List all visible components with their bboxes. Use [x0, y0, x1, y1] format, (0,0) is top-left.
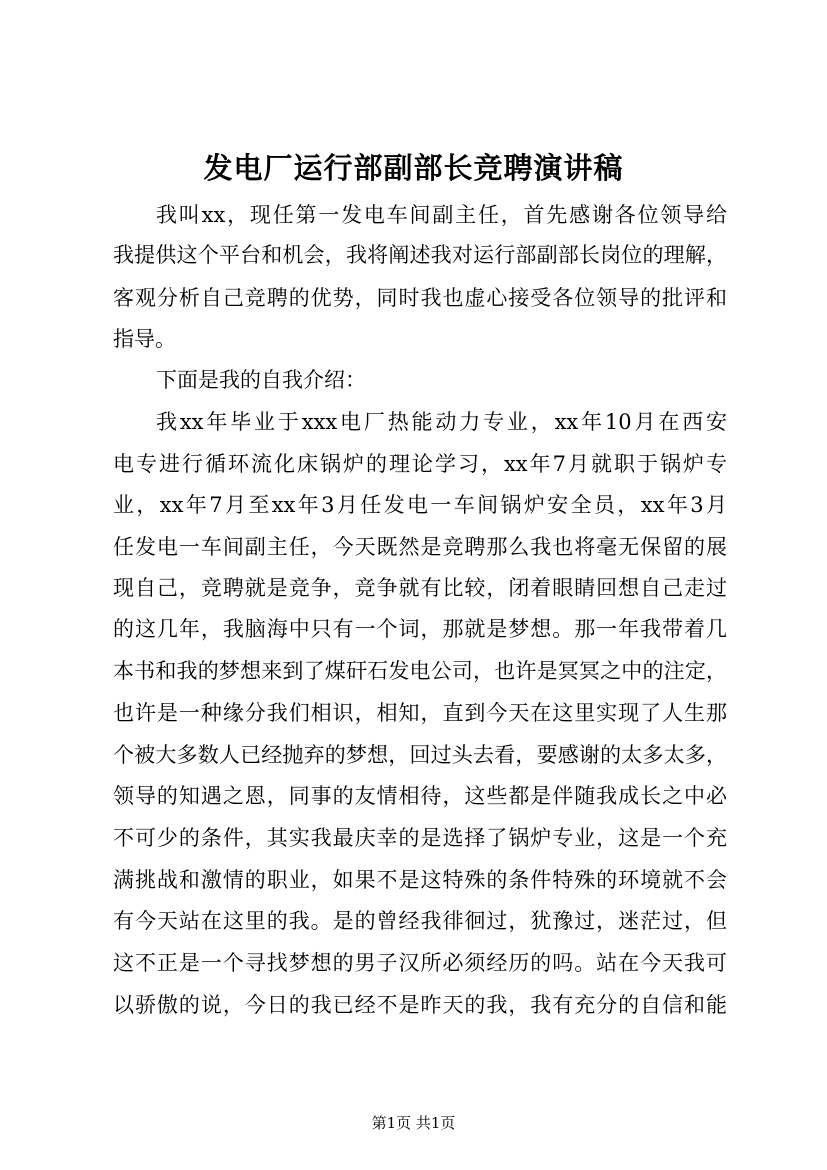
paragraph-line: 本书和我的梦想来到了煤矸石发电公司，也许是冥冥之中的注定， — [113, 659, 727, 683]
paragraph-line: 满挑战和激情的职业，如果不是这特殊的条件特殊的环境就不会 — [113, 868, 727, 892]
paragraph-line: 指导。 — [113, 327, 176, 351]
paragraph-line: 也许是一种缘分我们相识，相知，直到今天在这里实现了人生那 — [113, 701, 727, 725]
paragraph-line: 我叫xx，现任第一发电车间副主任，首先感谢各位领导给 — [156, 203, 727, 227]
paragraph-line: 领导的知遇之恩，同事的友情相待，这些都是伴随我成长之中必 — [113, 784, 727, 808]
paragraph-line: 现自己，竞聘就是竞争，竞争就有比较，闭着眼睛回想自己走过 — [113, 576, 727, 600]
paragraph-line: 这不正是一个寻找梦想的男子汉所必须经历的吗。站在今天我可 — [113, 951, 727, 975]
paragraph-line: 客观分析自己竞聘的优势，同时我也虚心接受各位领导的批评和 — [113, 286, 727, 310]
paragraph-line: 我提供这个平台和机会，我将阐述我对运行部副部长岗位的理解， — [113, 243, 727, 267]
paragraph-line: 我xx年毕业于xxx电厂热能动力专业，xx年10月在西安 — [156, 410, 727, 434]
paragraph-line: 个被大多数人已经抛弃的梦想，回过头去看，要感谢的太多太多， — [113, 743, 727, 767]
paragraph-line: 任发电一车间副主任，今天既然是竞聘那么我也将毫无保留的展 — [113, 535, 727, 559]
document-title: 发电厂运行部副部长竞聘演讲稿 — [203, 151, 624, 185]
paragraph-line: 的这几年，我脑海中只有一个词，那就是梦想。那一年我带着几 — [113, 617, 727, 641]
paragraph-line: 不可少的条件，其实我最庆幸的是选择了锅炉专业，这是一个充 — [113, 826, 727, 850]
page-number-footer: 第1页 共1页 — [371, 1114, 456, 1132]
paragraph-line: 下面是我的自我介绍： — [156, 368, 366, 392]
paragraph-line: 电专进行循环流化床锅炉的理论学习，xx年7月就职于锅炉专 — [113, 452, 727, 476]
paragraph-line: 以骄傲的说，今日的我已经不是昨天的我，我有充分的自信和能 — [113, 993, 727, 1017]
paragraph-line: 有今天站在这里的我。是的曾经我徘徊过，犹豫过，迷茫过，但 — [113, 909, 727, 933]
paragraph-line: 业，xx年7月至xx年3月任发电一车间锅炉安全员，xx年3月 — [113, 493, 727, 517]
